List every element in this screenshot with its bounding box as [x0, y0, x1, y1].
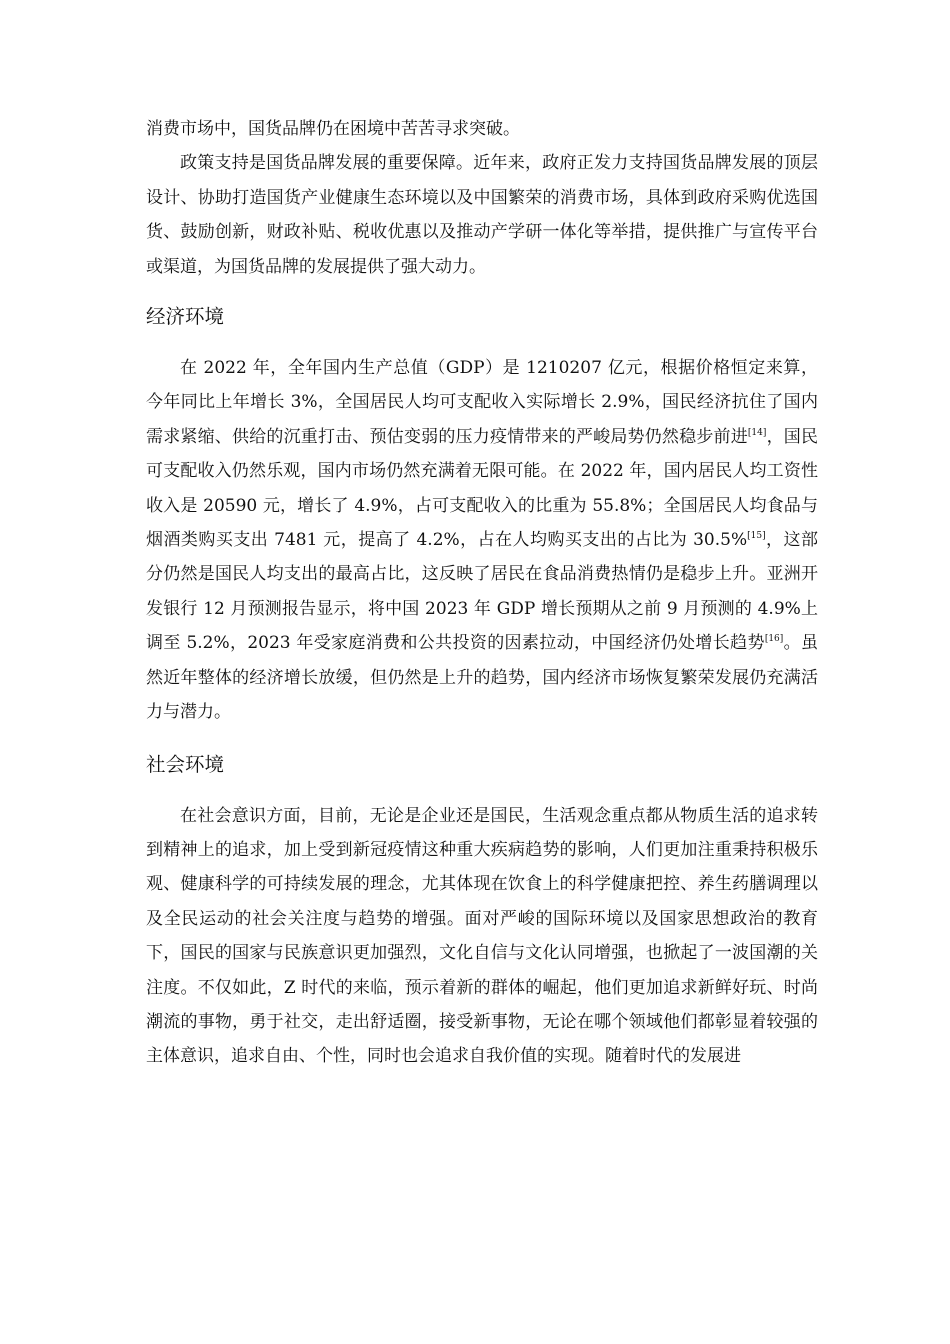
- heading-economic-environment: 经济环境: [146, 305, 225, 329]
- economy-text-3: ，这部分仍然是国民人均支出的最高占比，这反映了居民在食品消费热情仍是稳步上升。亚洲开发银行 12 月预测报告显示，将中国 2023 年 GDP 增长预期从之前 9 月预测的 4.9%上调至 5.2%，2023 年受家庭消费和公共投资的因素拉动，中国经济仍处增长趋势: [146, 530, 818, 654]
- paragraph-economic-environment: [146, 351, 818, 729]
- economy-text-2: ，国民可支配收入仍然乐观，国内市场仍然充满着无限可能。在 2022 年，国内居民人均工资性收入是 20590 元，增长了 4.9%，占可支配收入的比重为 55.8%；全国居民人均食品与烟酒类购买支出 7481 元，提高了 4.2%，占在人均购买支出的占比为 30.5%: [146, 426, 818, 551]
- citation-15: [15]: [747, 531, 766, 542]
- paragraph-policy-support: 政策支持是国货品牌发展的重要保障。近年来，政府正发力支持国货品牌发展的顶层设计、协助打造国货产业健康生态环境以及中国繁荣的消费市场，具体到政府采购优选国货、鼓励创新，财政补贴、税收优惠以及推动产学研一体化等举措，提供推广与宣传平台或渠道，为国货品牌的发展提供了强大动力。: [146, 153, 818, 277]
- heading-social-environment: 社会环境: [146, 752, 225, 776]
- paragraph-social-environment: 在社会意识方面，目前，无论是企业还是国民，生活观念重点都从物质生活的追求转到精神上的追求，加上受到新冠疫情这种重大疾病趋势的影响，人们更加注重秉持积极乐观、健康科学的可持续发展的理念，尤其体现在饮食上的科学健康把控、养生药膳调理以及全民运动的社会关注度与趋势的增强。面对严峻的国际环境以及国家思想政治的教育下，国民的国家与民族意识更加强烈，文化自信与文化认同增强，也掀起了一波国潮的关注度。不仅如此，Z 时代的来临，预示着新的群体的崛起，他们更加追求新鲜好玩、时尚潮流的事物，勇于社交，走出舒适圈，接受新事物，无论在哪个领域他们都彰显着较强的主体意识，追求自由、个性，同时也会追求自我价值的实现。随着时代的发展进: [146, 805, 818, 1067]
- document-page: [146, 112, 818, 1074]
- paragraph-consumer-market: 消费市场中，国货品牌仍在困境中苦苦寻求突破。: [146, 119, 520, 139]
- economy-text-1: 在 2022 年，全年国内生产总值（GDP）是 1210207 亿元，根据价格恒定来算，今年同比上年增长 3%，全国居民人均可支配收入实际增长 2.9%，国民经济抗住了国内需求紧缩、供给的沉重打击、预估变弱的压力疫情带来的严峻局势仍然稳步前进: [146, 358, 818, 447]
- citation-16: [16]: [764, 634, 784, 645]
- economy-text-4: 。虽然近年整体的经济增长放缓，但仍然是上升的趋势，国内经济市场恢复繁荣发展仍充满活力与潜力。: [146, 633, 818, 723]
- citation-14: [14]: [747, 427, 767, 438]
